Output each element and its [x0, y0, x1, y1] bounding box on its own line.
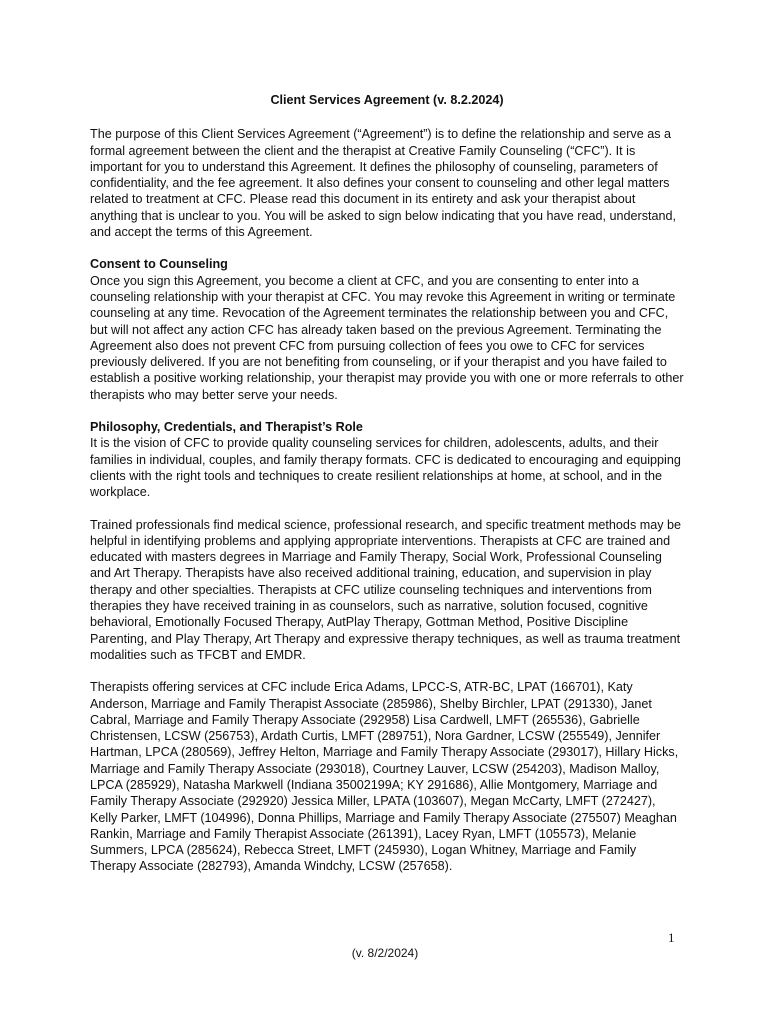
consent-section [90, 256, 684, 403]
consent-paragraph: Once you sign this Agreement, you become a client at CFC, and you are consenting to enter into a counseling relationship with your therapist at CFC. You may revoke this Agreement in writing or terminate counseling at any time. Revocation of the Agreement terminates the relationship between you and CFC, but will not affect any action CFC has already taken based on the previous Agreement. Terminating the Agreement also does not prevent CFC from pursuing collection of fees you owe to CFC for services previously delivered. If you are not benefiting from counseling, or if your therapist and you have failed to establish a positive working relationship, your therapist may provide you with one or more referrals to other therapists who may better serve your needs. [90, 273, 684, 402]
consent-heading: Consent to Counseling [90, 257, 228, 272]
version-footer: (v. 8/2/2024) [351, 946, 419, 960]
document-title: Client Services Agreement (v. 8.2.2024) [270, 93, 504, 107]
therapists-paragraph: Therapists offering services at CFC include Erica Adams, LPCC-S, ATR-BC, LPAT (166701), Katy Anderson, Marriage and Family Therapist Associate (285986), Shelby Birchler, LPAT (291330), Janet Cabral, Marriage and Family Therapy Associate (292958) Lisa Cardwell, LMFT (265536), Gabrielle Christensen, LCSW (256753), Ardath Curtis, LMFT (289751), Nora Gardner, LCSW (255549), Jennifer Hartman, LPCA (280569), Jeffrey Helton, Marriage and Family Therapy Associate (293017), Hillary Hicks, Marriage and Family Therapy Associate (293018), Courtney Lauver, LCSW (254203), Madison Malloy, LPCA (285929), Natasha Markwell (Indiana 35002199A; KY 291686), Allie Montgomery, Marriage and Family Therapy Associate (292920) Jessica Miller, LPATA (103607), Megan McCarty, LMFT (272427), Kelly Parker, LMFT (104996), Donna Phillips, Marriage and Family Therapy Associate (275507) Meaghan Rankin, Marriage and Family Therapist Associate (261391), Lacey Ryan, LMFT (105573), Melanie Summers, LPCA (285624), Rebecca Street, LMFT (245930), Logan Whitney, Marriage and Family Therapy Associate (282793), Amanda Windchy, LCSW (257658). [90, 680, 679, 874]
philosophy-heading: Philosophy, Credentials, and Therapist’s Role [90, 420, 363, 435]
document-body [90, 92, 684, 891]
intro-paragraph: The purpose of this Client Services Agreement (“Agreement”) is to define the relationship and serve as a formal agreement between the client and the therapist at Creative Family Counseling (“CFC”). It is important for you to understand this Agreement. It defines the philosophy of counseling, parameters of confidentiality, and the fee agreement. It also defines your consent to counseling and other legal matters related to treatment at CFC. Please read this document in its entirety and ask your therapist about anything that is unclear to you. You will be asked to sign below indicating that you have read, understand, and accept the terms of this Agreement. [90, 127, 676, 240]
philosophy-paragraph-1: It is the vision of CFC to provide quality counseling services for children, adolescents, adults, and their families in individual, couples, and family therapy formats. CFC is dedicated to encouraging and equipping clients with the right tools and techniques to create resilient relationships at home, at school, and in the workplace. [90, 436, 681, 500]
page-number: 1 [668, 930, 675, 945]
philosophy-section [90, 419, 684, 500]
philosophy-paragraph-2: Trained professionals find medical science, professional research, and specific treatment methods may be helpful in identifying problems and applying appropriate interventions. Therapists at CFC are trained and educated with masters degrees in Marriage and Family Therapy, Social Work, Professional Counseling and Art Therapy. Therapists have also received additional training, education, and supervision in play therapy and other specialties. Therapists at CFC utilize counseling techniques and interventions from therapies they have received training in as counselors, such as narrative, solution focused, cognitive behavioral, Emotionally Focused Therapy, AutPlay Therapy, Gottman Method, Positive Discipline Parenting, and Play Therapy, Art Therapy and expressive therapy techniques, as well as trauma treatment modalities such as TFCBT and EMDR. [90, 517, 682, 662]
